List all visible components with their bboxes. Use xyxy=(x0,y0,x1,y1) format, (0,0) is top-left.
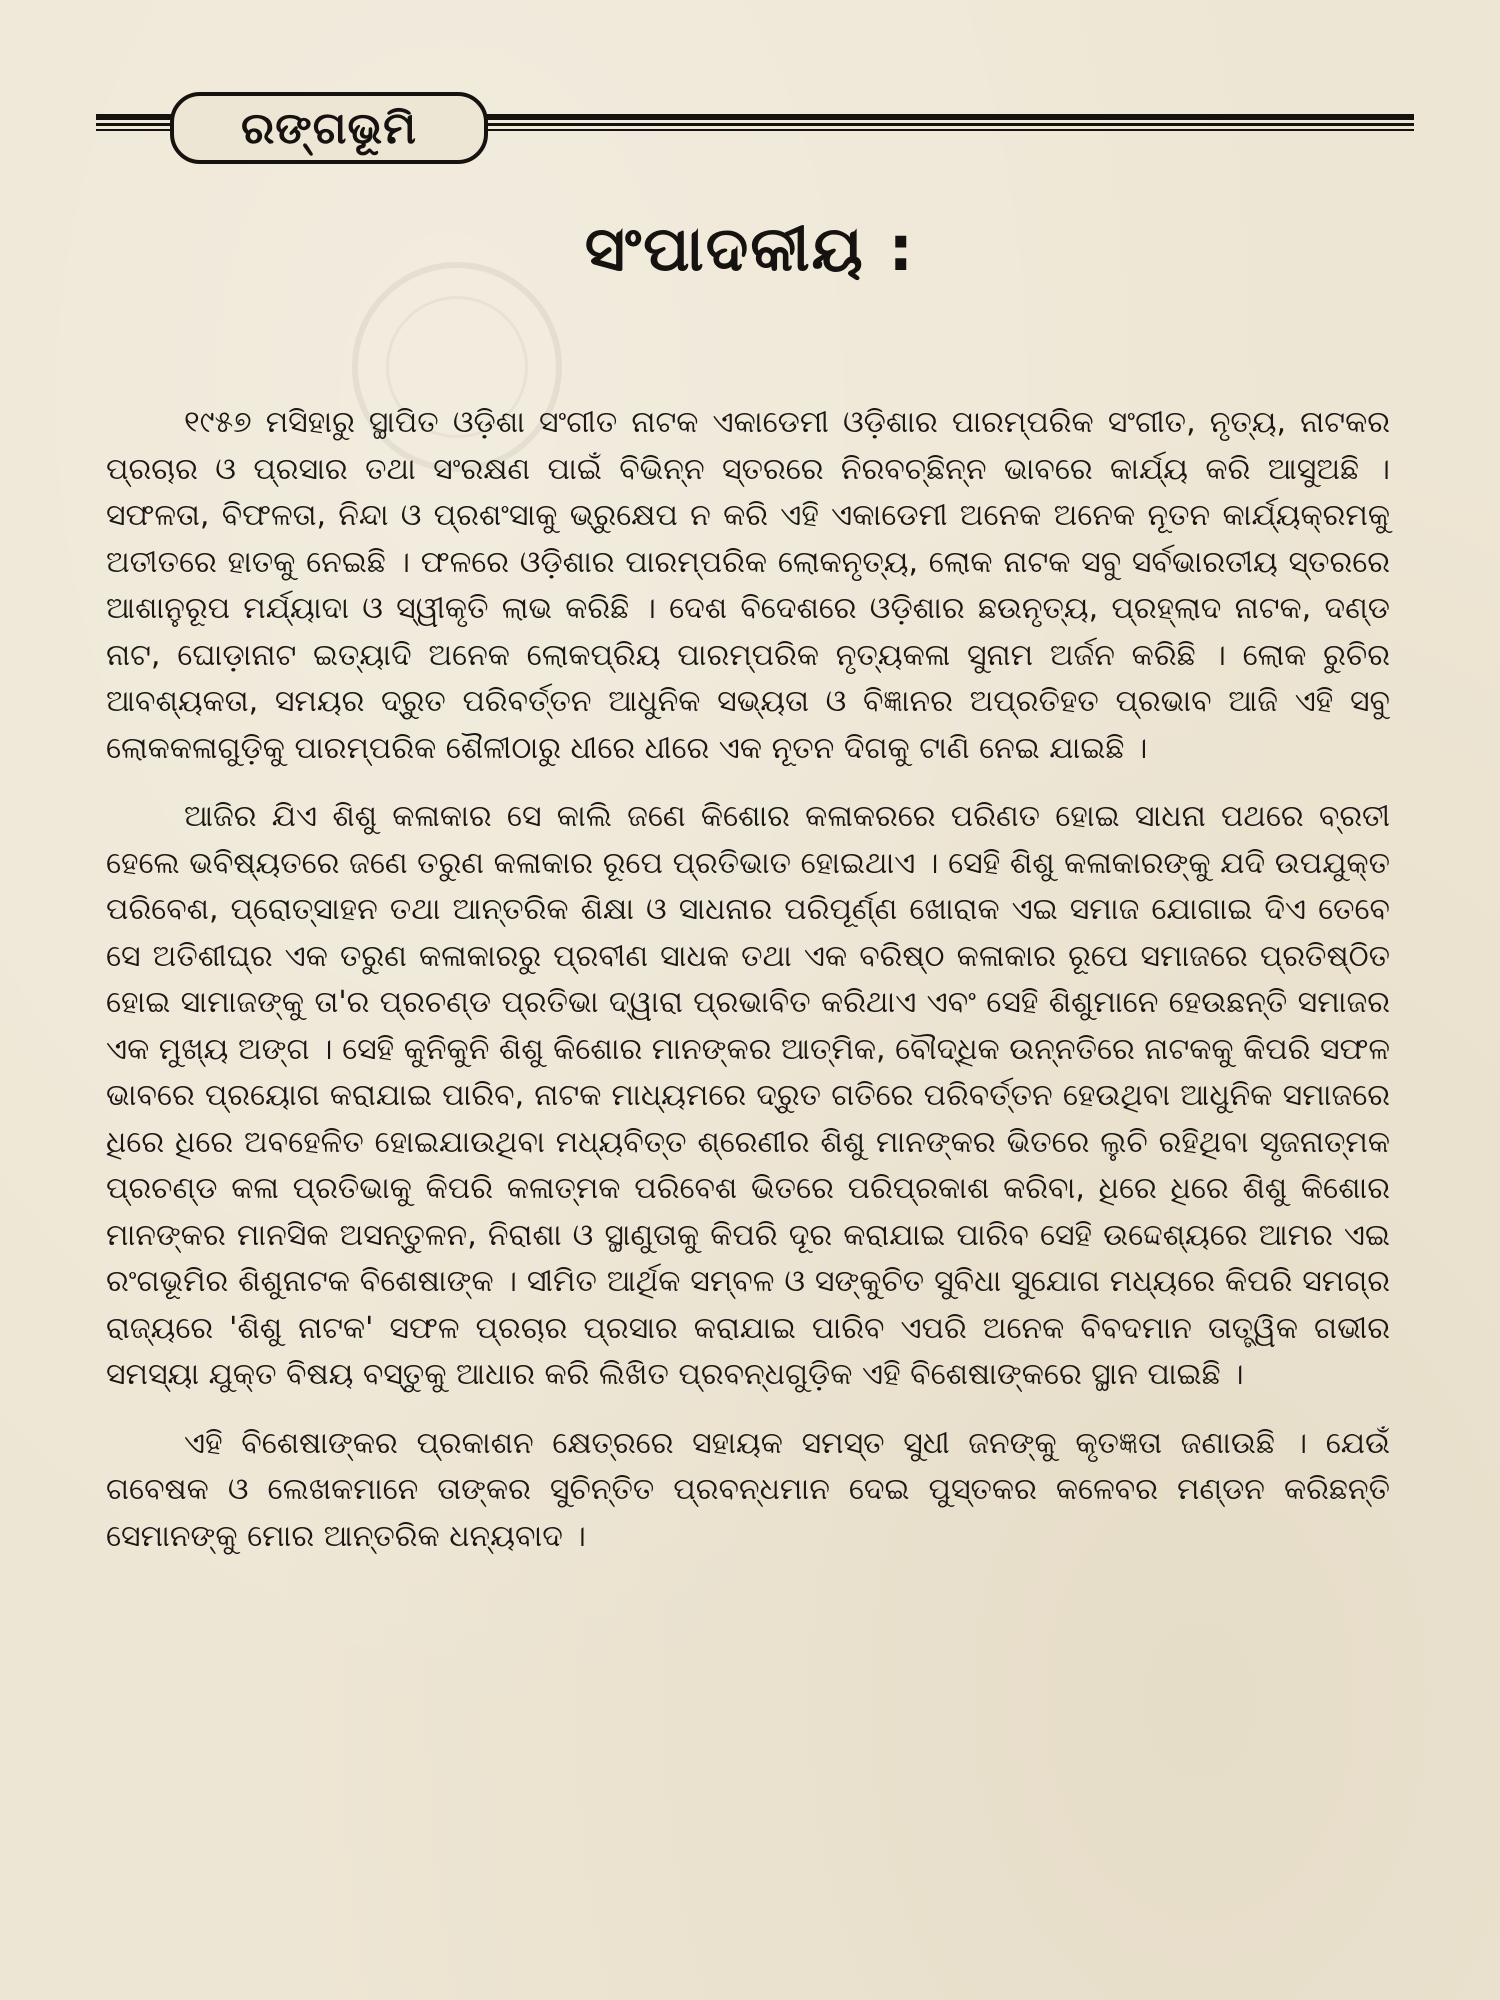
article-body xyxy=(106,400,1390,1582)
page-title: ସଂପାଦକୀୟ : xyxy=(584,212,916,285)
magazine-logo xyxy=(170,92,488,164)
paragraph-2: ଆଜିର ଯିଏ ଶିଶୁ କଳାକାର ସେ କାଲି ଜଣେ କିଶୋର କଳାକରରେ ପରିଣତ ହୋଇ ସାଧନା ପଥରେ ବ୍ରତୀ ହେଲେ ଭବିଷ୍ୟତରେ ଜଣେ ତରୁଣ କଳାକାର ରୂପେ ପ୍ରତିଭାତ ହୋଇଥାଏ । ସେହି ଶିଶୁ କଳାକାରଙ୍କୁ ଯଦି ଉପଯୁକ୍ତ ପରିବେଶ, ପ୍ରୋତ୍ସାହନ ତଥା ଆନ୍ତରିକ ଶିକ୍ଷା ଓ ସାଧନାର ପରିପୂର୍ଣ୍ଣ ଖୋରାକ ଏଇ ସମାଜ ଯୋଗାଇ ଦିଏ ତେବେ ସେ ଅତିଶୀଘ୍ର ଏକ ତରୁଣ କଳାକାରରୁ ପ୍ରବୀଣ ସାଧକ ତଥା ଏକ ବରିଷ୍ଠ କଳାକାର ରୂପେ ସମାଜରେ ପ୍ରତିଷ୍ଠିତ ହୋଇ ସାମାଜଙ୍କୁ ତା'ର ପ୍ରଚଣ୍ଡ ପ୍ରତିଭା ଦ୍ୱାରା ପ୍ରଭାବିତ କରିଥାଏ ଏବଂ ସେହି ଶିଶୁମାନେ ହେଉଛନ୍ତି ସମାଜର ଏକ ମୁଖ୍ୟ ଅଙ୍ଗ । ସେହି କୁନିକୁନି ଶିଶୁ କିଶୋର ମାନଙ୍କର ଆତ୍ମିକ, ବୌଦ୍ଧିକ ଉନ୍ନତିରେ ନାଟକକୁ କିପରି ସଫଳ ଭାବରେ ପ୍ରୟୋଗ କରାଯାଇ ପାରିବ, ନାଟକ ମାଧ୍ୟମରେ ଦ୍ରୁତ ଗତିରେ ପରିବର୍ତ୍ତନ ହେଉଥିବା ଆଧୁନିକ ସମାଜରେ ଧିରେ ଧିରେ ଅବହେଳିତ ହୋଇଯାଉଥିବା ମଧ୍ୟବିତ୍ତ ଶ୍ରେଣୀର ଶିଶୁ ମାନଙ୍କର ଭିତରେ ଲୁଚି ରହିଥିବା ସୃଜନାତ୍ମକ ପ୍ରଚଣ୍ଡ କଳା ପ୍ରତିଭାକୁ କିପରି କଳାତ୍ମକ ପରିବେଶ ଭିତରେ ପରିପ୍ରକାଶ କରିବା, ଧିରେ ଧିରେ ଶିଶୁ କିଶୋର ମାନଙ୍କର ମାନସିକ ଅସନ୍ତୁଳନ, ନିରାଶା ଓ ସ୍ଥାଣୁତାକୁ କିପରି ଦୂର କରାଯାଇ ପାରିବ ସେହି ଉଦ୍ଦେଶ୍ୟରେ ଆମର ଏଇ ରଂଗଭୂମିର ଶିଶୁନାଟକ ବିଶେଷାଙ୍କ । ସୀମିତ ଆର୍ଥିକ ସମ୍ବଳ ଓ ସଙ୍କୁଚିତ ସୁବିଧା ସୁଯୋଗ ମଧ୍ୟରେ କିପରି ସମଗ୍ର ରାଜ୍ୟରେ 'ଶିଶୁ ନାଟକ' ସଫଳ ପ୍ରଚାର ପ୍ରସାର କରାଯାଇ ପାରିବ ଏପରି ଅନେକ ବିବଦମାନ ତାତ୍ତ୍ୱିକ ଗଭୀର ସମସ୍ୟା ଯୁକ୍ତ ବିଷୟ ବସ୍ତୁକୁ ଆଧାର କରି ଲିଖିତ ପ୍ରବନ୍ଧଗୁଡ଼ିକ ଏହି ବିଶେଷାଙ୍କରେ ସ୍ଥାନ ପାଇଛି । xyxy=(106,799,1390,1392)
magazine-logo-text: ରଙ୍ଗଭୂମି xyxy=(240,102,418,154)
paragraph-1: ୧୯୫୭ ମସିହାରୁ ସ୍ଥାପିତ ଓଡ଼ିଶା ସଂଗୀତ ନାଟକ ଏକାଡେମୀ ଓଡ଼ିଶାର ପାରମ୍ପରିକ ସଂଗୀତ, ନୃତ୍ୟ, ନାଟକର ପ୍ରଚାର ଓ ପ୍ରସାର ତଥା ସଂରକ୍ଷଣ ପାଇଁ ବିଭିନ୍ନ ସ୍ତରରେ ନିରବଚ୍ଛିନ୍ନ ଭାବରେ କାର୍ଯ୍ୟ କରି ଆସୁଅଛି । ସଫଳତା, ବିଫଳତା, ନିନ୍ଦା ଓ ପ୍ରଶଂସାକୁ ଭ୍ରୁକ୍ଷେପ ନ କରି ଏହି ଏକାଡେମୀ ଅନେକ ଅନେକ ନୂତନ କାର୍ଯ୍ୟକ୍ରମକୁ ଅତୀତରେ ହାତକୁ ନେଇଛି । ଫଳରେ ଓଡ଼ିଶାର ପାରମ୍ପରିକ ଲୋକନୃତ୍ୟ, ଲୋକ ନାଟକ ସବୁ ସର୍ବଭାରତୀୟ ସ୍ତରରେ ଆଶାନୁରୂପ ମର୍ଯ୍ୟାଦା ଓ ସ୍ୱୀକୃତି ଲାଭ କରିଛି । ଦେଶ ବିଦେଶରେ ଓଡ଼ିଶାର ଛଉନୃତ୍ୟ, ପ୍ରହ୍ଲାଦ ନାଟକ, ଦଣ୍ଡ ନାଟ, ଘୋଡ଼ାନାଟ ଇତ୍ୟାଦି ଅନେକ ଲୋକପ୍ରିୟ ପାରମ୍ପରିକ ନୃତ୍ୟକଳା ସୁନାମ ଅର୍ଜନ କରିଛି । ଲୋକ ରୁଚିର ଆବଶ୍ୟକତା, ସମୟର ଦ୍ରୁତ ପରିବର୍ତ୍ତନ ଆଧୁନିକ ସଭ୍ୟତା ଓ ବିଜ୍ଞାନର ଅପ୍ରତିହତ ପ୍ରଭାବ ଆଜି ଏହି ସବୁ ଲୋକକଳାଗୁଡ଼ିକୁ ପାରମ୍ପରିକ ଶୈଳୀଠାରୁ ଧୀରେ ଧୀରେ ଏକ ନୂତନ ଦିଗକୁ ଟାଣି ନେଇ ଯାଇଛି । xyxy=(106,405,1390,766)
paragraph-3: ଏହି ବିଶେଷାଙ୍କର ପ୍ରକାଶନ କ୍ଷେତ୍ରରେ ସହାୟକ ସମସ୍ତ ସୁଧୀ ଜନଙ୍କୁ କୃତଜ୍ଞତା ଜଣାଉଛି । ଯେଉଁ ଗବେଷକ ଓ ଲେଖକମାନେ ତାଙ୍କର ସୁଚିନ୍ତିତ ପ୍ରବନ୍ଧମାନ ଦେଇ ପୁସ୍ତକର କଳେବର ମଣ୍ଡନ କରିଛନ୍ତି ସେମାନଙ୍କୁ ମୋର ଆନ୍ତରିକ ଧନ୍ୟବାଦ । xyxy=(106,1425,1390,1554)
